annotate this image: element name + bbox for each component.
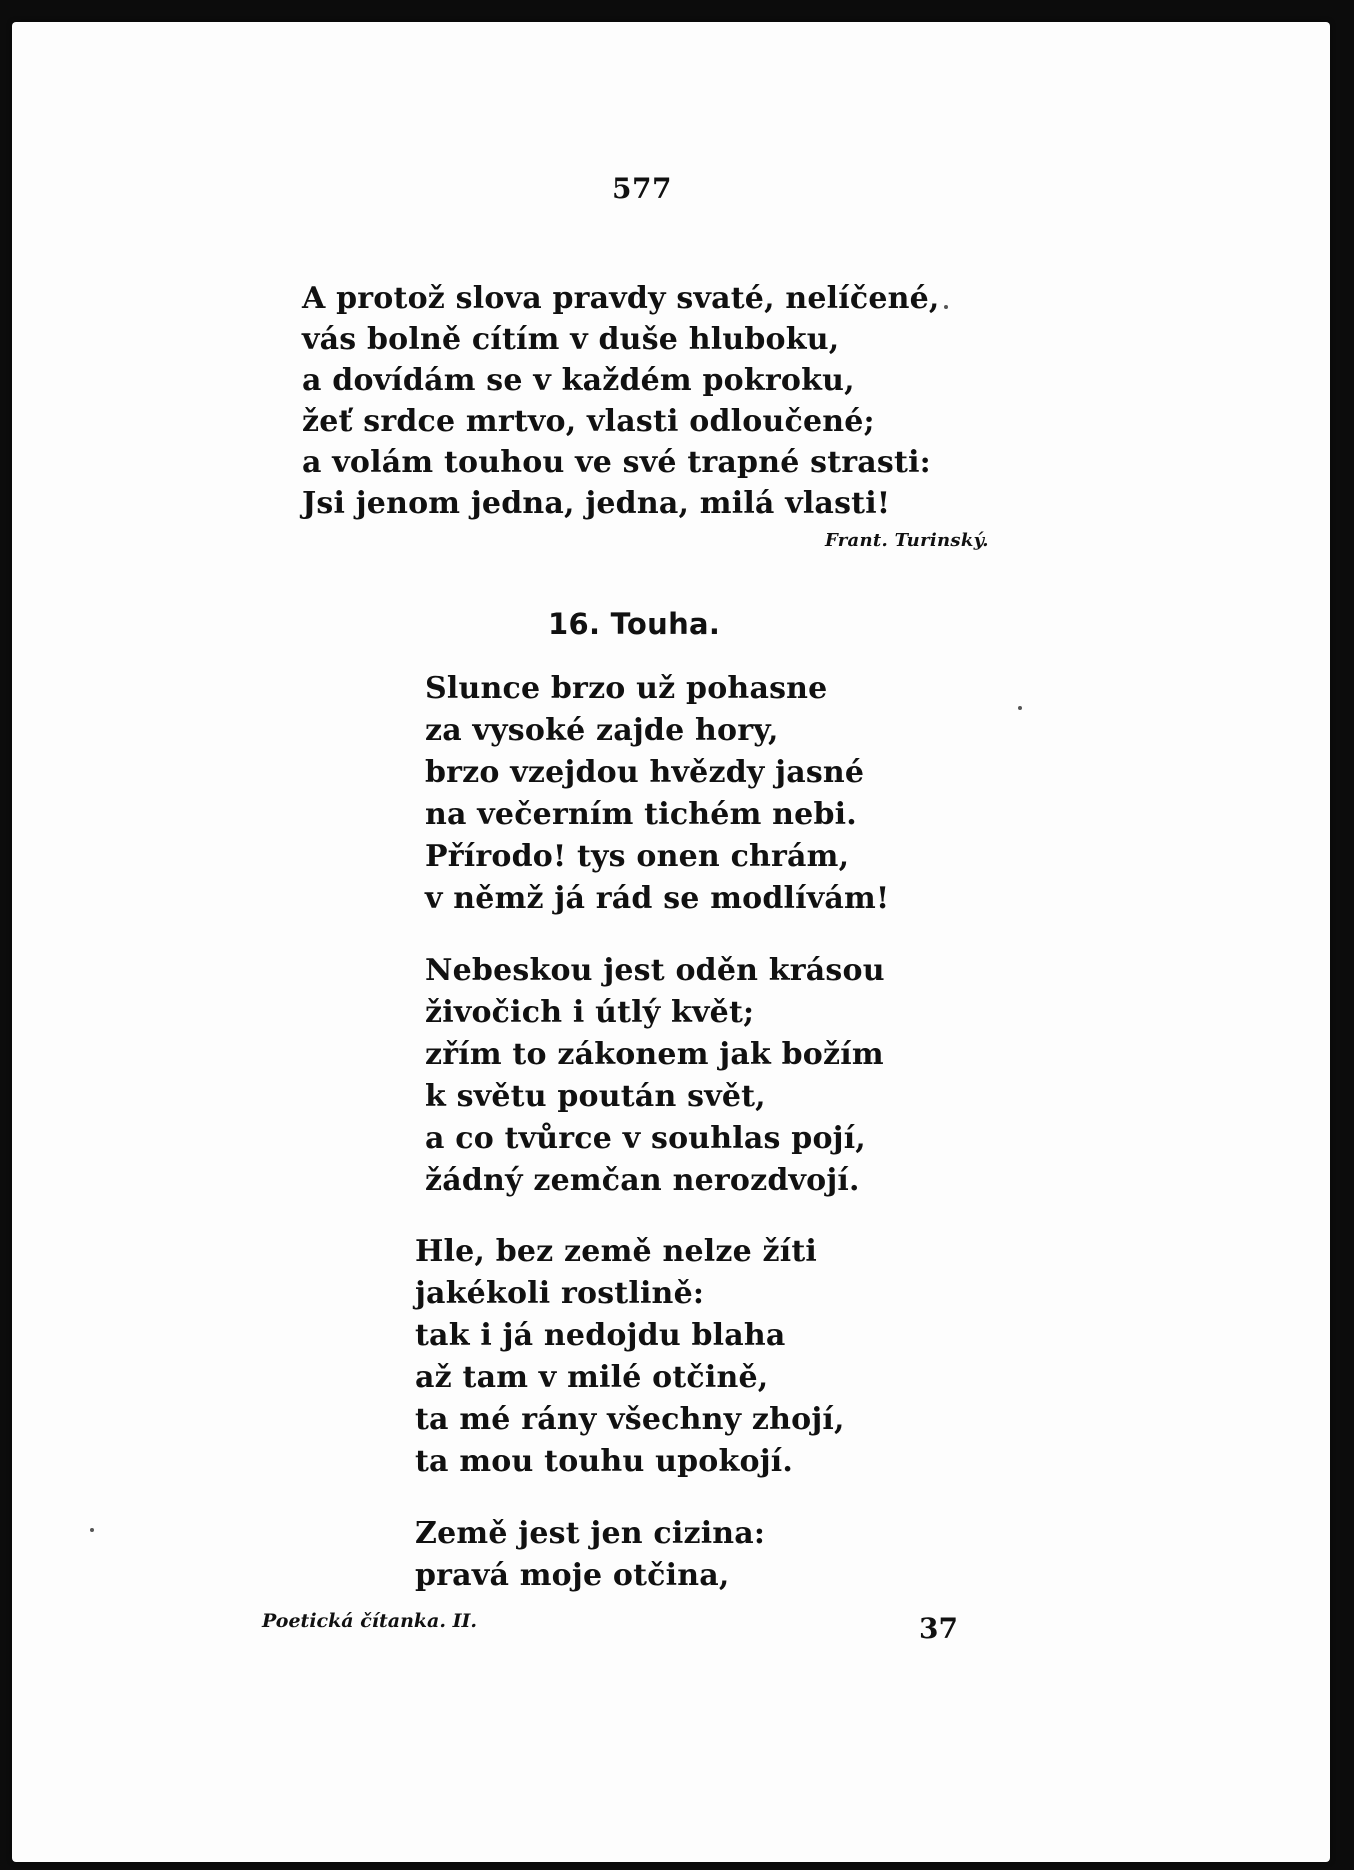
poem-line: Slunce brzo už pohasne: [425, 671, 828, 706]
page-number: 577: [612, 172, 672, 205]
poem-line: Nebeskou jest oděn krásou: [425, 953, 885, 988]
paper-speck: [90, 1528, 94, 1532]
poem-heading: 16. Touha.: [548, 607, 721, 641]
poem-line: Přírodo! tys onen chrám,: [425, 839, 850, 874]
poem-line: a dovídám se v každém pokroku,: [302, 363, 855, 398]
paper-speck: [944, 305, 948, 309]
poem-line: živočich i útlý květ;: [425, 995, 755, 1030]
poem-line: tak i já nedojdu blaha: [415, 1318, 786, 1353]
poem-line: za vysoké zajde hory,: [425, 713, 779, 748]
paper-speck: [1018, 706, 1022, 710]
poem-line: zřím to zákonem jak božím: [425, 1037, 884, 1072]
book-page: [12, 22, 1330, 1862]
poem-author-attribution: Frant. Turinský.: [825, 530, 989, 551]
poem-line: brzo vzejdou hvězdy jasné: [425, 755, 865, 790]
poem-line: jakékoli rostlině:: [415, 1276, 705, 1311]
footer-signature-mark: 37: [919, 1612, 958, 1645]
poem-line: Hle, bez země nelze žíti: [415, 1234, 818, 1269]
poem-line: na večerním tichém nebi.: [425, 797, 857, 832]
poem-line: pravá moje otčina,: [415, 1558, 730, 1593]
poem-stanza: [415, 1513, 765, 1597]
footer-book-title: Poetická čítanka. II.: [262, 1610, 477, 1632]
poem-line: ta mé rány všechny zhojí,: [415, 1402, 845, 1437]
poem-line: a volám touhou ve své trapné strasti:: [302, 445, 931, 480]
poem-line: žeť srdce mrtvo, vlasti odloučené;: [302, 404, 875, 439]
poem-line: ta mou touhu upokojí.: [415, 1444, 793, 1479]
poem-stanza: [425, 668, 889, 920]
poem-stanza: [425, 950, 885, 1202]
poem-line: v němž já rád se modlívám!: [425, 881, 890, 916]
poem-line: žádný zemčan nerozdvojí.: [425, 1163, 860, 1198]
poem-line: vás bolně cítím v duše hluboku,: [302, 322, 840, 357]
previous-poem-closing-stanza: [302, 278, 940, 524]
poem-line: až tam v milé otčině,: [415, 1360, 769, 1395]
poem-line: k světu poután svět,: [425, 1079, 766, 1114]
poem-line: A protož slova pravdy svaté, nelíčené,: [302, 281, 940, 316]
poem-line: a co tvůrce v souhlas pojí,: [425, 1121, 866, 1156]
poem-line: Jsi jenom jedna, jedna, milá vlasti!: [302, 486, 891, 521]
poem-line: Země jest jen cizina:: [415, 1516, 766, 1551]
poem-stanza: [415, 1231, 845, 1483]
